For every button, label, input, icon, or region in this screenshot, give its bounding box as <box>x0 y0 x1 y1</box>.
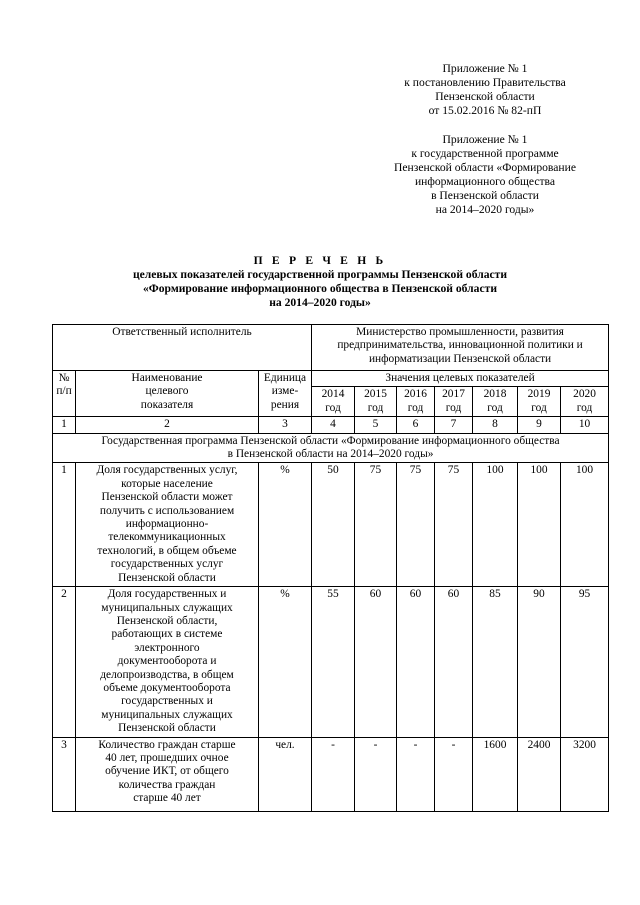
indicator-value: 3200 <box>561 737 609 811</box>
col-name-header: Наименование целевого показателя <box>76 371 259 417</box>
column-number: 4 <box>312 417 355 433</box>
indicator-name: Доля государственных и муниципальных служащих Пензенской области, работающих в системе электронного документооборота и делопроизводства, в общем объеме документооборота государственных и муниципальных служащих Пензенской области <box>76 587 259 737</box>
indicator-value: - <box>435 737 473 811</box>
program-row <box>53 433 609 463</box>
heading-line: «Формирование информационного общества в Пензенской области <box>143 282 497 295</box>
table-row <box>53 587 609 737</box>
indicator-value: 75 <box>397 463 435 587</box>
executor-label: Ответственный исполнитель <box>53 325 312 371</box>
indicators-table <box>52 324 609 812</box>
appendix-line: Приложение № 1 <box>442 62 528 75</box>
column-number: 2 <box>76 417 259 433</box>
heading-line: целевых показателей государственной программы Пензенской области <box>132 268 508 281</box>
indicator-unit: % <box>259 587 312 737</box>
column-numbers-row <box>53 417 609 433</box>
column-number: 5 <box>355 417 397 433</box>
program-title: Государственная программа Пензенской области «Формирование информационного общества в Пензенской области на 2014–2020 годы» <box>53 433 609 463</box>
indicator-value: 55 <box>312 587 355 737</box>
header-row <box>53 371 609 387</box>
column-number: 3 <box>259 417 312 433</box>
indicator-value: 85 <box>473 587 518 737</box>
indicator-value: - <box>397 737 435 811</box>
appendix-line: от 15.02.2016 № 82-пП <box>428 104 542 117</box>
appendix-line: Пензенской области <box>435 90 535 103</box>
table-row <box>53 737 609 811</box>
column-number: 7 <box>435 417 473 433</box>
table-row <box>53 463 609 587</box>
heading-line: на 2014–2020 годы» <box>269 296 371 309</box>
indicator-value: 75 <box>355 463 397 587</box>
indicator-value: 1600 <box>473 737 518 811</box>
executor-value: Министерство промышленности, развития предпринимательства, инновационной политики и информатизации Пензенской области <box>312 325 609 371</box>
col-num-header: № п/п <box>53 371 76 417</box>
indicator-value: - <box>355 737 397 811</box>
row-number: 2 <box>53 587 76 737</box>
column-number: 9 <box>518 417 561 433</box>
year-header: 2020 год <box>561 387 609 417</box>
appendix-line: Приложение № 1 <box>442 133 528 146</box>
indicator-value: 2400 <box>518 737 561 811</box>
appendix-line: к постановлению Правительства <box>404 76 566 89</box>
row-number: 1 <box>53 463 76 587</box>
year-header: 2016 год <box>397 387 435 417</box>
heading-word: П Е Р Е Ч Е Н Ь <box>253 254 387 267</box>
row-number: 3 <box>53 737 76 811</box>
year-header: 2019 год <box>518 387 561 417</box>
executor-row <box>53 325 609 371</box>
year-header: 2015 год <box>355 387 397 417</box>
indicator-value: 60 <box>397 587 435 737</box>
appendix-line: информационного общества <box>414 175 556 188</box>
indicator-value: 50 <box>312 463 355 587</box>
indicator-name: Доля государственных услуг, которые население Пензенской области может получить с использованием информационно- телекоммуникационных технологий, в общем объеме государственных услуг Пензенской области <box>76 463 259 587</box>
column-number: 6 <box>397 417 435 433</box>
indicator-value: 100 <box>561 463 609 587</box>
appendix-resolution <box>370 62 600 118</box>
indicator-value: - <box>312 737 355 811</box>
indicator-unit: чел. <box>259 737 312 811</box>
indicator-value: 75 <box>435 463 473 587</box>
indicator-value: 60 <box>435 587 473 737</box>
column-number: 8 <box>473 417 518 433</box>
indicator-name: Количество граждан старше 40 лет, прошедших очное обучение ИКТ, от общего количества граждан старше 40 лет <box>76 737 259 811</box>
appendix-line: на 2014–2020 годы» <box>435 203 535 216</box>
column-number: 10 <box>561 417 609 433</box>
indicator-value: 100 <box>473 463 518 587</box>
appendix-line: в Пензенской области <box>431 189 539 202</box>
indicator-unit: % <box>259 463 312 587</box>
indicator-value: 60 <box>355 587 397 737</box>
appendix-line: Пензенской области «Формирование <box>394 161 576 174</box>
year-header: 2018 год <box>473 387 518 417</box>
indicator-value: 95 <box>561 587 609 737</box>
col-values-header: Значения целевых показателей <box>312 371 609 387</box>
indicator-value: 90 <box>518 587 561 737</box>
col-unit-header: Единица изме- рения <box>259 371 312 417</box>
indicator-value: 100 <box>518 463 561 587</box>
column-number: 1 <box>53 417 76 433</box>
appendix-line: к государственной программе <box>411 147 559 160</box>
appendix-program <box>370 133 600 217</box>
year-header: 2017 год <box>435 387 473 417</box>
year-header: 2014 год <box>312 387 355 417</box>
document-heading <box>0 254 640 310</box>
